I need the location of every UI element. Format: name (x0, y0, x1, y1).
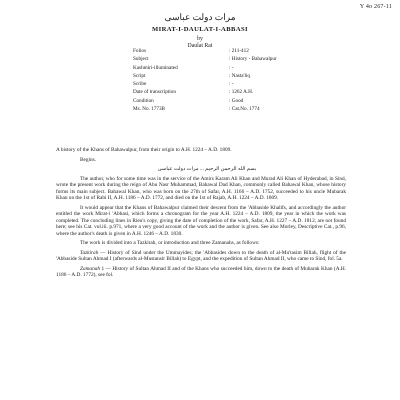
catalogue-details (133, 47, 303, 113)
entry-term: Zamanah (80, 265, 101, 272)
meta-row (133, 72, 303, 80)
meta-label: Folios (133, 48, 146, 54)
meta-row (133, 105, 303, 113)
meta-label: Subject (133, 56, 149, 63)
body-paragraph: The author, who for some time was in the service of the Amirs Karam Ali Khan and Murad Ali Khan of Hyderabad, in Sind, wrote the present work during the reign of Abu Nasr Muhammad, Bahawal Dad Khan, commonly called Bahawal Khan, whose history forms its main subject. Bahawal Khan, who was born on the 27th of Safar, A.H. 1166 – A.D. 1752, succeeded to his uncle Mubarak Khan on the 1st of Rabi II, A.H. 1186 – A.D. 1772, and died on the 1st of Rajab, A.H. 1224 – A.D. 1809. (56, 175, 346, 201)
meta-label: Ms. No. 1773B (133, 106, 165, 113)
meta-value: : - (229, 81, 234, 88)
begins-heading: Begins. (80, 156, 97, 163)
intro-paragraph: A history of the Khans of Bahawalpur, from their origin to A.H. 1224 – A.D. 1809. (56, 147, 232, 153)
meta-row (133, 64, 303, 72)
entry-text: — History of Sind under the Ummayides; the 'Abbasides down to the death of al-Mu'tasim Billah, flight of the 'Abbaside Sultan Ahmad I (afterwards al-Mustansir Billah) to Egypt, and the expedition of Sultan Ahmad II, who came to Sind, fol. 5a. (56, 249, 346, 262)
meta-value: : Cat.No. 1774 (229, 106, 260, 113)
manuscript-title: MIRAT-I-DAULAT-I-ABBASI (151, 26, 249, 33)
meta-value: : - (229, 64, 234, 71)
meta-value: : History - Bahawalpur (229, 56, 277, 63)
body-paragraph: The work is divided into a Tazkirah, or introduction and three Zamanahs, as follows: (80, 240, 260, 246)
meta-row (133, 47, 303, 55)
meta-label: Script (133, 72, 146, 79)
contents-entry (56, 250, 346, 263)
meta-row (133, 88, 303, 96)
arabic-incipit: بسم الله الرحمن الرحیم ... مرات دولت عباسی (157, 166, 257, 172)
meta-row (133, 55, 303, 63)
arabic-title: مرات دولت عباسی (164, 12, 236, 22)
meta-row (133, 80, 303, 88)
page-reference: Y 4o 267-11 (359, 4, 392, 10)
meta-value: : Nasta'liq (229, 72, 250, 79)
meta-value: : Good (229, 97, 244, 104)
description-body (56, 147, 346, 282)
author-byline: by Daulat Rai (187, 36, 213, 49)
meta-value: : 211-412 (229, 48, 249, 54)
entry-text: 1 — History of Sultan Ahmad II and of the Khans who succeeded him, down to the death of Mubarak Khan (A.H. 1186 – A.D. 1772), see fol. (56, 265, 346, 278)
meta-label: Date of transcription (133, 89, 176, 96)
meta-label: Scribe (133, 81, 147, 88)
meta-value: : 1262 A.H. (229, 89, 254, 96)
entry-term: Tazkirah (80, 249, 99, 256)
body-paragraph: It would appear that the Khans of Bahawalpur claimed their descent from the 'Abbaside Khalifs, and accordingly the author entitled the work Mirat-i 'Abbasi, which forms a chronogram for the year A.H. 1224 – A.D. 1809, the year in which the work was completed. The concluding lines in Rieu's copy, giving the date of completion of the work, Safar, A.H. 1227 – A.D. 1812, are not found here; see his Cat. vol.iii. p.971, where a very good account of the work and the author is given. See also Morley, Descriptive Cat., p.96, where the author's death is given in A.H. 1246 – A.D. 1830. (56, 204, 346, 237)
contents-entry (56, 266, 346, 279)
meta-label: Condition (133, 97, 154, 104)
meta-label: Kashmiri-illuminated (133, 64, 178, 71)
meta-row (133, 97, 303, 105)
